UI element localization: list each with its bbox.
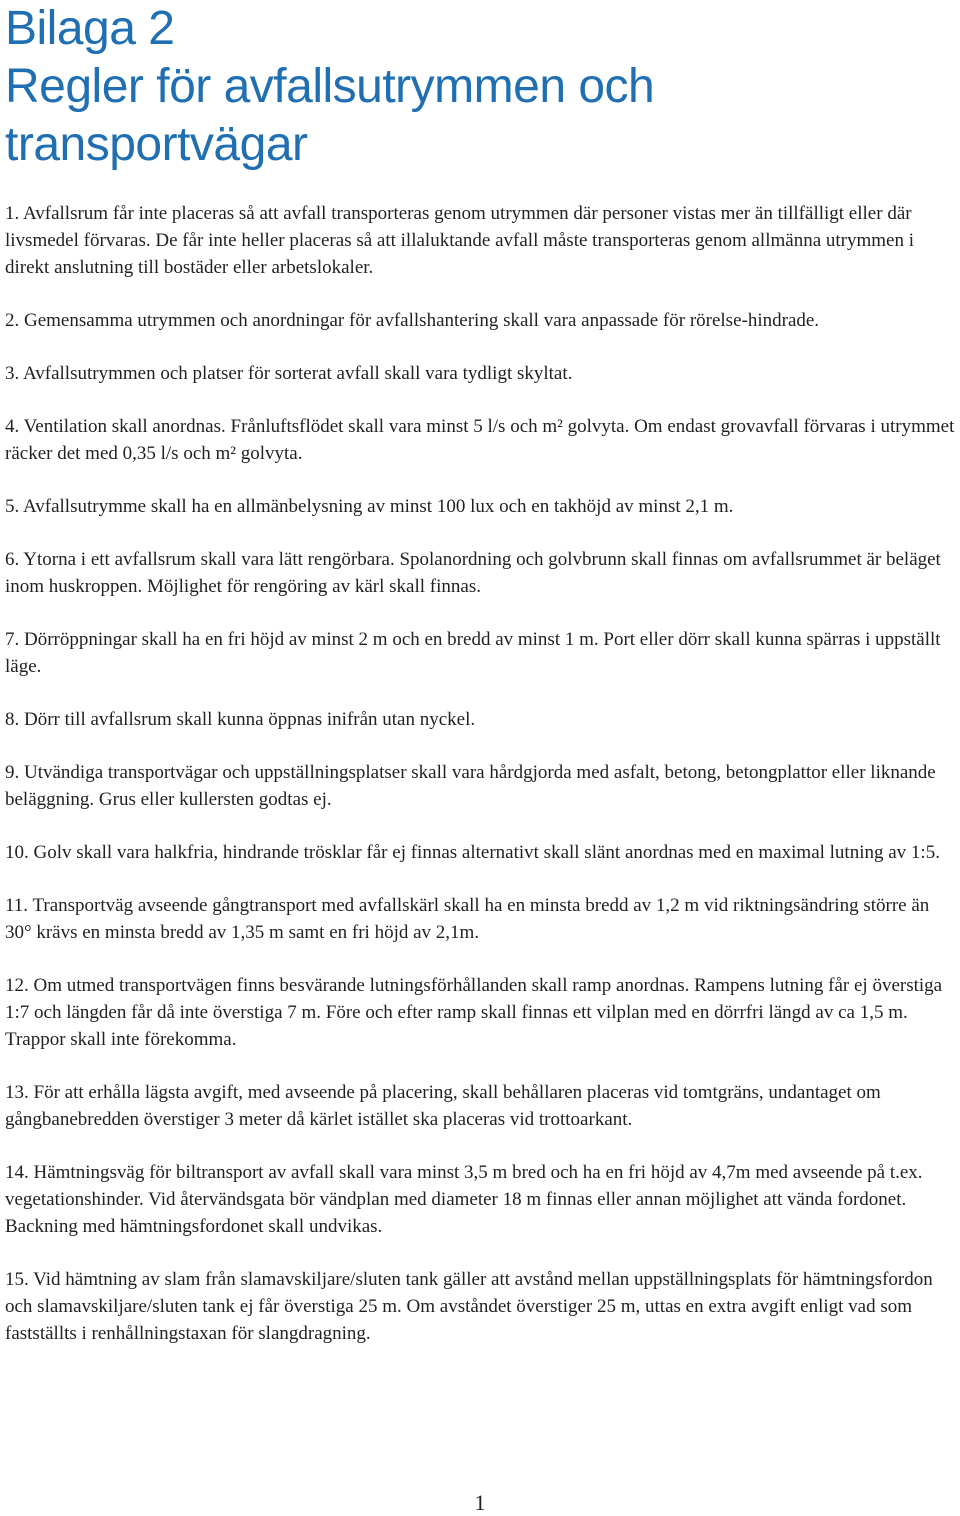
rule-6: 6. Ytorna i ett avfallsrum skall vara lätt rengörbara. Spolanordning och golvbrunn skall finnas om avfallsrummet är beläget inom huskroppen. Möjlighet för rengöring av kärl skall finnas. xyxy=(5,549,941,597)
rules-list xyxy=(5,200,960,1373)
page-number: 1 xyxy=(474,1490,486,1515)
page-title xyxy=(5,0,654,174)
rule-10: 10. Golv skall vara halkfria, hindrande trösklar får ej finnas alternativt skall slänt anordnas med en maximal lutning av 1:5. xyxy=(5,842,940,863)
title-line-3: transportvägar xyxy=(5,118,308,171)
rule-15: 15. Vid hämtning av slam från slamavskiljare/sluten tank gäller att avstånd mellan uppställningsplats för hämtningsfordon och slamavskiljare/sluten tank ej får överstiga 25 m. Om avståndet överstiger 25 m, uttas en extra avgift enligt vad som fastställts i renhållningstaxan för slangdragning. xyxy=(5,1269,933,1344)
rule-8: 8. Dörr till avfallsrum skall kunna öppnas inifrån utan nyckel. xyxy=(5,709,476,730)
title-line-1: Bilaga 2 xyxy=(5,2,175,55)
rule-4: 4. Ventilation skall anordnas. Frånluftsflödet skall vara minst 5 l/s och m² golvyta. Om endast grovavfall förvaras i utrymmet räcker det med 0,35 l/s och m² golvyta. xyxy=(5,416,955,464)
rule-9: 9. Utvändiga transportvägar och uppställningsplatser skall vara hårdgjorda med asfalt, betong, betongplattor eller liknande beläggning. Grus eller kullersten godtas ej. xyxy=(5,762,936,810)
rule-11: 11. Transportväg avseende gångtransport med avfallskärl skall ha en minsta bredd av 1,2 m vid riktningsändring större än 30° krävs en minsta bredd av 1,35 m samt en fri höjd av 2,1m. xyxy=(5,895,930,943)
rule-13: 13. För att erhålla lägsta avgift, med avseende på placering, skall behållaren placeras vid tomtgräns, undantaget om gångbanebredden överstiger 3 meter då kärlet istället ska placeras vid trottoarkant. xyxy=(5,1082,881,1130)
rule-2: 2. Gemensamma utrymmen och anordningar för avfallshantering skall vara anpassade för rörelse-hindrade. xyxy=(5,310,820,331)
rule-12: 12. Om utmed transportvägen finns besvärande lutningsförhållanden skall ramp anordnas. Rampens lutning får ej överstiga 1:7 och längden får då inte överstiga 7 m. Före och efter ramp skall finnas ett vilplan med en dörrfri längd av ca 1,5 m. Trappor skall inte förekomma. xyxy=(5,975,943,1050)
rule-1: 1. Avfallsrum får inte placeras så att avfall transporteras genom utrymmen där personer vistas mer än tillfälligt eller där livsmedel förvaras. De får inte heller placeras så att illaluktande avfall måste transporteras genom allmänna utrymmen i direkt anslutning till bostäder eller arbetslokaler. xyxy=(5,203,915,278)
rule-3: 3. Avfallsutrymmen och platser för sorterat avfall skall vara tydligt skyltat. xyxy=(5,363,573,384)
rule-7: 7. Dörröppningar skall ha en fri höjd av minst 2 m och en bredd av minst 1 m. Port eller dörr skall kunna spärras i uppställt läge. xyxy=(5,629,941,677)
title-line-2: Regler för avfallsutrymmen och xyxy=(5,60,655,113)
rule-14: 14. Hämtningsväg för biltransport av avfall skall vara minst 3,5 m bred och ha en fri höjd av 4,7m med avseende på t.ex. vegetationshinder. Vid återvändsgata bör vändplan med diameter 18 m finnas eller annan möjlighet att vända fordonet. Backning med hämtningsfordonet skall undvikas. xyxy=(5,1162,923,1237)
rule-5: 5. Avfallsutrymme skall ha en allmänbelysning av minst 100 lux och en takhöjd av minst 2,1 m. xyxy=(5,496,734,517)
